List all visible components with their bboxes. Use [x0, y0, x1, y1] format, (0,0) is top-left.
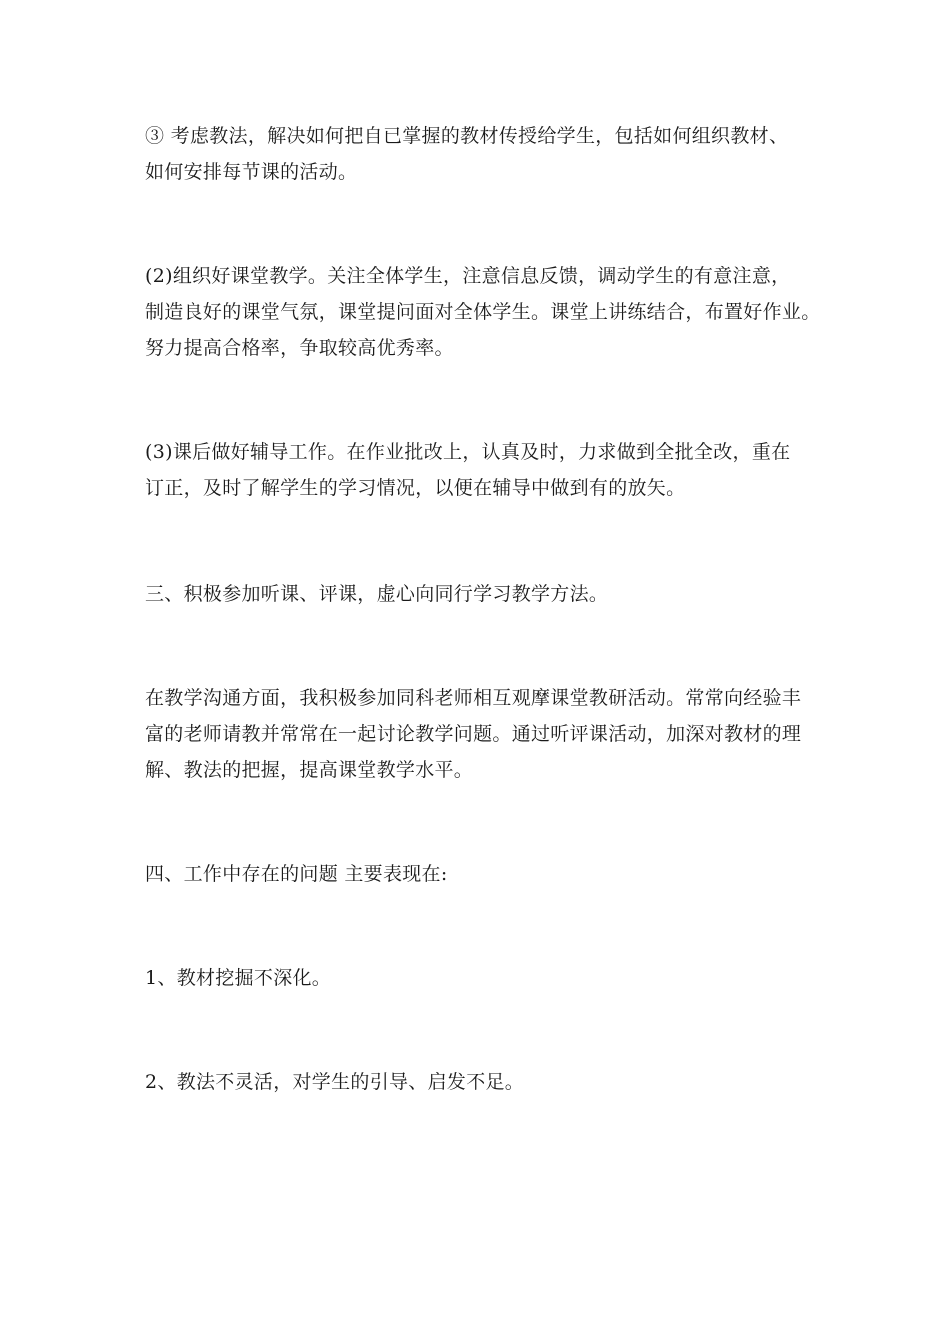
list-item-problem-1 — [145, 960, 815, 996]
text-line: 富的老师请教并常常在一起讨论教学问题。通过听评课活动，加深对教材的理 — [145, 723, 802, 745]
text-line: (2)组织好课堂教学。关注全体学生，注意信息反馈，调动学生的有意注意， — [145, 265, 791, 287]
paragraph-after-class-tutoring — [145, 434, 815, 506]
paragraph-teaching-exchange — [145, 680, 815, 788]
text-line: 解、教法的把握，提高课堂教学水平。 — [145, 759, 474, 781]
list-item-problem-2 — [145, 1064, 815, 1100]
text-line: 如何安排每节课的活动。 — [145, 161, 358, 183]
text-line: ③ 考虑教法，解决如何把自已掌握的教材传授给学生，包括如何组织教材、 — [145, 125, 789, 147]
paragraph-teaching-method — [145, 118, 815, 190]
text-line: 2、教法不灵活，对学生的引导、启发不足。 — [145, 1071, 525, 1093]
heading-line: 三、积极参加听课、评课，虚心向同行学习教学方法。 — [145, 583, 609, 605]
text-line: 在教学沟通方面，我积极参加同科老师相互观摩课堂教研活动。常常向经验丰 — [145, 687, 802, 709]
heading-line: 四、工作中存在的问题 主要表现在: — [145, 863, 448, 885]
section-heading-four — [145, 856, 815, 892]
text-line: 订正，及时了解学生的学习情况，以便在辅导中做到有的放矢。 — [145, 477, 686, 499]
text-line: (3)课后做好辅导工作。在作业批改上，认真及时，力求做到全批全改，重在 — [145, 441, 791, 463]
paragraph-classroom-teaching — [145, 258, 821, 366]
section-heading-three — [145, 576, 815, 612]
text-line: 努力提高合格率，争取较高优秀率。 — [145, 337, 454, 359]
text-line: 制造良好的课堂气氛，课堂提问面对全体学生。课堂上讲练结合，布置好作业。 — [145, 301, 821, 323]
text-line: 1、教材挖掘不深化。 — [145, 967, 332, 989]
